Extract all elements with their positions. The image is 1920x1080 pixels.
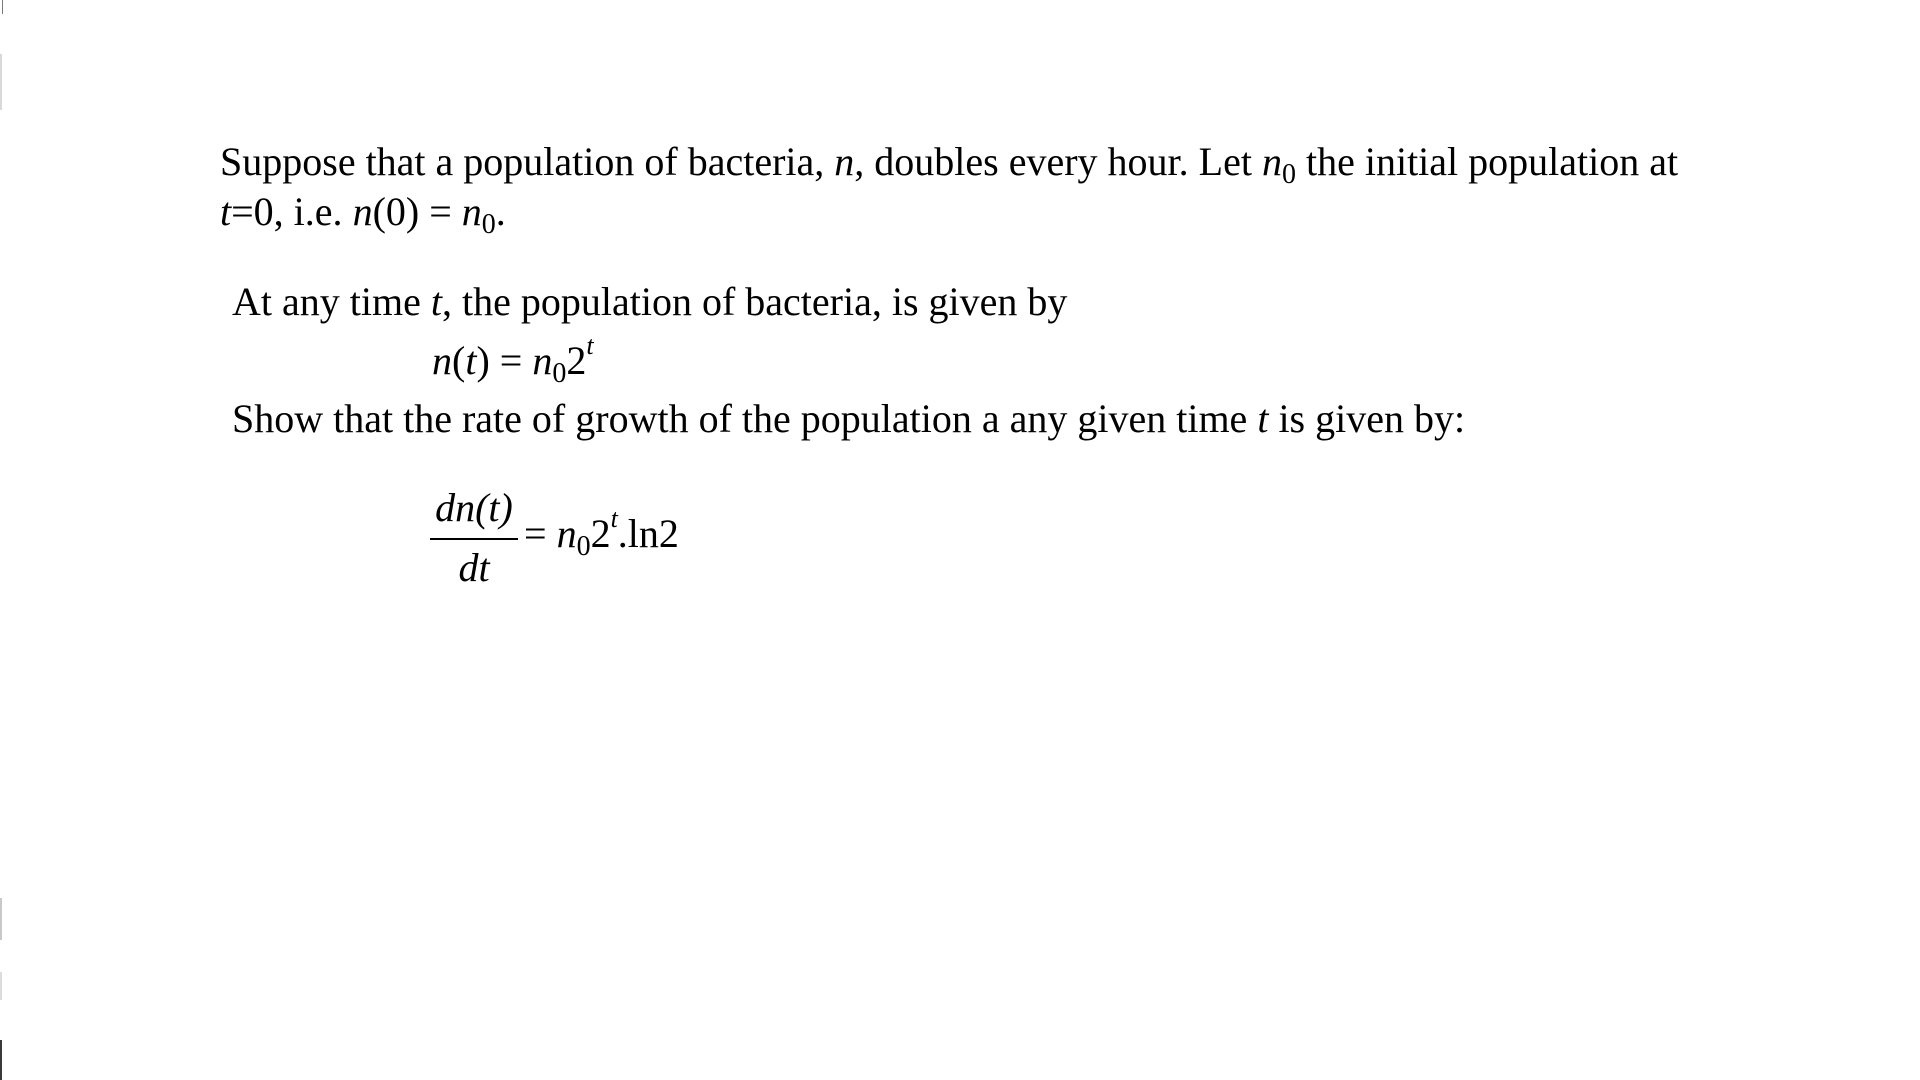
intro-text: Suppose that a population of bacteria, xyxy=(220,139,835,184)
page-edge-mark xyxy=(0,898,2,940)
variable-t: t xyxy=(1257,396,1269,441)
task-text: Show that the rate of growth of the population a any given time xyxy=(232,396,1258,441)
eq-symbol: ( xyxy=(452,338,466,383)
eq-symbol: n xyxy=(556,511,577,556)
page-edge-mark xyxy=(0,972,2,1000)
variable-t: t xyxy=(220,189,232,234)
page-edge-mark xyxy=(0,1040,2,1080)
derivative-fraction xyxy=(430,484,518,592)
eq-symbol: 2 xyxy=(566,338,587,383)
page-edge-mark xyxy=(2,0,3,14)
equation-population xyxy=(432,331,594,389)
eq-symbol: n xyxy=(532,338,553,383)
intro-text: . xyxy=(495,189,506,234)
statement-text: , the population of bacteria, is given by xyxy=(441,279,1068,324)
exponent-t: t xyxy=(586,331,594,360)
subscript-zero: 0 xyxy=(552,358,567,389)
derivative-rhs xyxy=(524,504,679,562)
variable-t: t xyxy=(430,279,442,324)
intro-line-2 xyxy=(220,184,506,244)
subscript-zero: 0 xyxy=(1281,159,1296,190)
fraction-bar xyxy=(430,538,518,540)
variable-n: n xyxy=(352,189,373,234)
eq-symbol: = xyxy=(524,511,557,556)
variable-n: n xyxy=(834,139,855,184)
variable-n0: n xyxy=(461,189,482,234)
intro-text: , doubles every hour. Let xyxy=(854,139,1262,184)
eq-symbol: t xyxy=(465,338,477,383)
exponent-t: t xyxy=(610,504,618,533)
intro-text: (0) = xyxy=(372,189,462,234)
eq-symbol: 2 xyxy=(590,511,611,556)
eq-symbol: ) = xyxy=(476,338,533,383)
task-line xyxy=(232,391,1465,446)
eq-symbol: n xyxy=(432,338,452,383)
variable-n0: n xyxy=(1261,139,1282,184)
subscript-zero: 0 xyxy=(481,209,496,240)
statement-text: At any time xyxy=(232,279,431,324)
task-text: is given by: xyxy=(1268,396,1466,441)
subscript-zero: 0 xyxy=(576,531,591,562)
fraction-denominator: dt xyxy=(458,545,490,590)
statement-line xyxy=(232,274,1067,329)
fraction-numerator: dn(t) xyxy=(435,485,513,530)
page-edge-mark xyxy=(0,54,2,110)
eq-symbol: .ln2 xyxy=(617,511,679,556)
intro-text: the initial population at xyxy=(1295,139,1679,184)
intro-text: =0, i.e. xyxy=(231,189,353,234)
